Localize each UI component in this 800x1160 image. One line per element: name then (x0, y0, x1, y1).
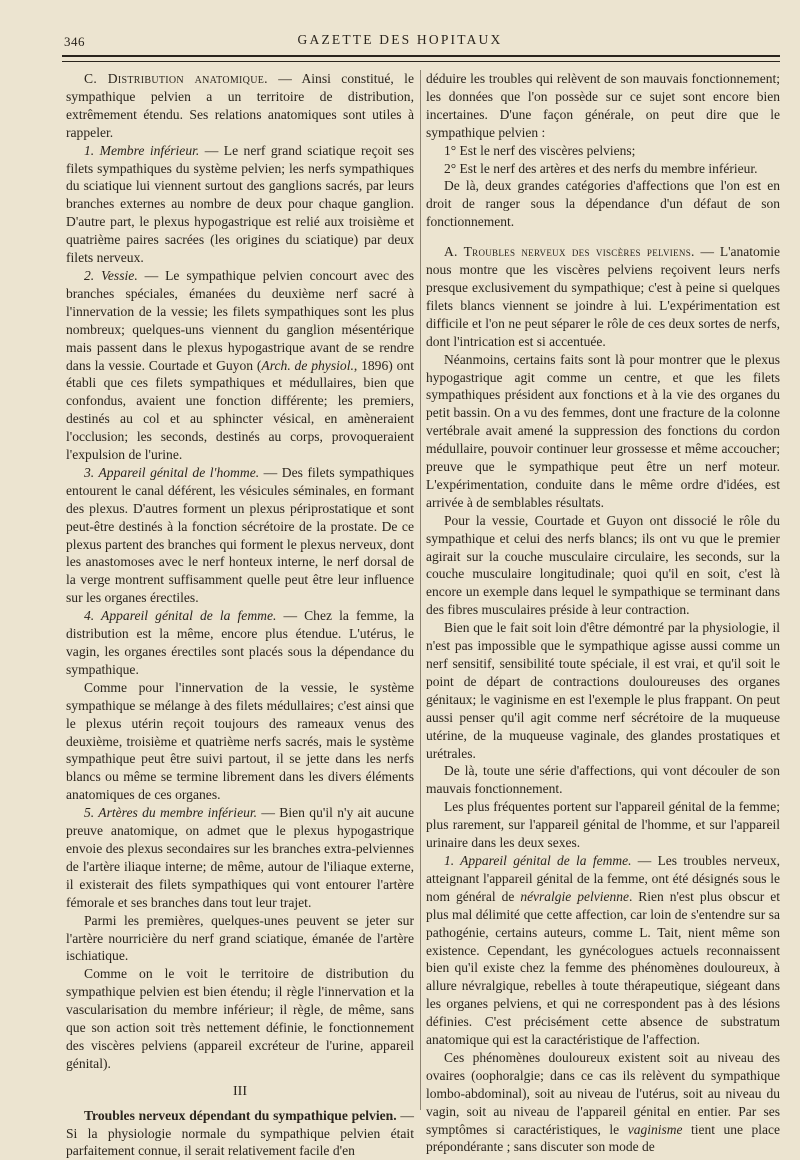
paragraph-text: Pour la vessie, Courtade et Guyon ont dissocié le rôle du sympathique et celui des nerfs blancs; ils ont vu que le premier agirait sur la couche musculaire circulaire, les seconds, sur la couche musculaire longitudinale; quoi qu'il en soit, c'est là encore un exemple dans lequel le sympathique se terminant dans des fibres musculaires préside à leur contraction. (426, 512, 780, 618)
section-numeral: III (233, 1083, 247, 1099)
paragraph-troubles (66, 1107, 414, 1160)
paragraph-femme (66, 607, 414, 679)
paragraph-text: — Des filets sympathiques entourent le canal déférent, les vésicules séminales, en formant des plexus. D'autres forment un plexus périprostatique et sont peut-être destinés à la fonction sécrétoire de la prostate. De ce plexus partent des branches qui forment le plexus nerveux, dont les anastomoses avec le nerf honteux interne, le nerf dorsal de la verge montrent suffisamment quelle peut être leur influence sur les organes érectiles. (66, 464, 414, 606)
paragraph-text: Néanmoins, certains faits sont là pour montrer que le plexus hypogastrique agit comme un centre, et que les filets sympathiques président aux fonctions et à la vie des organes du petit bassin. On a vu des femmes, dont une fracture de la colonne vertébrale avait amené la suppression des fonctions du cordon médullaire, pouvoir continuer leur grossesse et même accoucher; preuve que le sympathique peut être un nerf moteur. L'expérimentation, conduite dans le même ordre d'idées, est arrivée à de semblables résultats. (426, 351, 780, 510)
paragraph-text: De là, deux grandes catégories d'affections que l'on est en droit de ranger sous la dépendance d'un défaut de son fonctionnement. (426, 178, 780, 230)
item-label: 5. Artères du membre inférieur. (84, 805, 258, 821)
paragraph-genital-femme (426, 852, 780, 1049)
item-label: 1. Appareil génital de la femme. (444, 852, 632, 868)
section-heading: Troubles nerveux dépendant du sympathique pelvien. (84, 1107, 397, 1123)
paragraph-text: Parmi les premières, quelques-unes peuvent se jeter sur l'artère nourricière du nerf grand sciatique, émanée de l'artère ischiatique. (66, 912, 414, 964)
column-divider (420, 70, 421, 1110)
paragraph-text: — Le nerf grand sciatique reçoit ses filets sympathiques du système pelvien; les nerfs sympathiques du sciatique lui viennent surtout des ganglions sacrés, par leurs branches externes au nombre de deux pour chaque ganglion. D'autre part, le plexus hypogastrique est relié aux troisième et quatrième paires sacrées (les origines du sciatique) par deux filets nerveux. (66, 142, 414, 266)
header-rule-thin (62, 61, 780, 62)
paragraph-text: Comme pour l'innervation de la vessie, le système sympathique se mélange à des filets médullaires; c'est ainsi que le plexus utérin reçoit toujours des rameaux venus des deuxième, troisième et quatrième nerfs sacrés, mais le système sympathique peut être suivi partout, il se jette dans les nerfs blancs ou même se termine librement dans les divers éléments anatomiques de ces organes. (66, 679, 414, 803)
paragraph-text: — Ainsi constitué, le sympathique pelvien a un territoire de distribution, extrêmement étendu. Ses relations anatomiques sont utiles à rappeler. (66, 71, 414, 140)
paragraph-text: Les plus fréquentes portent sur l'appareil génital de la femme; plus rarement, sur l'appareil génital de l'homme, et sur l'appareil urinaire dans les deux sexes. (426, 799, 780, 851)
item-label: 3. Appareil génital de l'homme. (84, 464, 260, 480)
right-column (426, 70, 780, 1156)
paragraph-text: tient une place prépondérante ; sans discuter son mode de (426, 1121, 781, 1155)
paragraph-text: — Bien qu'il n'y ait aucune preuve anatomique, on admet que le plexus hypogastrique envoie des plexus secondaires sur les branches extra-pelviennes de l'artère iliaque interne; de même, autour de l'iliaque externe, il existerait des filets sympathiques qui vont entourer l'artère fémorale et ses branches dans tout leur trajet. (66, 805, 414, 910)
paragraph-viscera (426, 243, 780, 350)
term: névralgie pelvienne (520, 888, 629, 904)
paragraph-text: De là, toute une série d'affections, qui vont découler de son mauvais fonctionnement. (426, 763, 780, 797)
subheading: A. Troubles nerveux des viscères pelviens. (444, 244, 695, 260)
paragraph-douloureux (426, 1049, 780, 1156)
page-number: 346 (64, 34, 85, 49)
paragraph-text: déduire les troubles qui relèvent de son mauvais fonctionnement; les données que l'on possède sur ce sujet sont encore bien incertaines. D'une façon générale, on peut dire que le sympathique pelvien : (426, 71, 780, 140)
paragraph-text: Ces phénomènes douloureux existent soit au niveau des ovaires (oophoralgie; dans ce cas ils relèvent du sympathique lombo-abdominal), soit au niveau de l'utérus, soit au niveau du vagin, soit au niveau de l'appareil génital en entier. Par ses symptômes si caractéristiques, le (426, 1049, 780, 1137)
paragraph-membre (66, 142, 414, 267)
paragraph-distribution (66, 70, 414, 142)
paragraph-text: — Si la physiologie normale du sympathique pelvien était parfaitement connue, il serait relativement facile d'en (66, 1107, 414, 1159)
left-column (66, 70, 414, 1160)
paragraph-homme (66, 464, 414, 607)
item-label: 1. Membre inférieur. (84, 142, 200, 158)
running-head: GAZETTE DES HOPITAUX (297, 32, 503, 47)
paragraph-text: . Rien n'est plus obscur et plus mal délimité que cette affection, car loin de s'entendre sur sa pathogénie, certains auteurs, comme L. Tait, nient même son existence. Cependant, les gynécologues actuels reconnaissent bien qu'il existe chez la femme des phénomènes douloureux, à allure névralgique, rebelles à toute thérapeutique, siégeant dans les organes pelviens, et qui ne correspondent pas à des lésions définies. C'est précisément cette absence de substratum anatomique qui est la caractéristique de l'affection. (426, 888, 780, 1048)
item-label: 4. Appareil génital de la femme. (84, 608, 277, 624)
list-item: 1° Est le nerf des viscères pelviens; (444, 142, 636, 158)
list-item: 2° Est le nerf des artères et des nerfs du membre inférieur. (444, 160, 758, 176)
paragraph-text: , 1896) ont établi que ces filets sympathiques et médullaires, bien que confondus, avaient une fonction différente; les premiers, destinés au col et au sphincter vésical, en amèneraient l'occlusion; les seconds, destinés au corps, provoqueraient l'expulsion de l'urine. (66, 357, 414, 463)
term: vaginisme (627, 1121, 683, 1137)
paragraph-arteres (66, 804, 414, 911)
paragraph-text: Bien que le fait soit loin d'être démontré par la physiologie, il n'est pas impossible que le sympathique agisse aussi comme un nerf sensitif, sensibilité toute spéciale, il est vrai, et qu'il soit le point de départ de contractions douloureuses des organes génitaux; le vaginisme en est l'exemple le plus frappant. On peut aussi penser qu'il agit comme nerf sécrétoire de la muqueuse utérine, de la muqueuse vaginale, des glandes prostatiques et urétrales. (426, 620, 780, 761)
paragraph-text: — L'anatomie nous montre que les viscères pelviens reçoivent leurs nerfs presque exclusivement du sympathique; c'est à peine si quelques filets blancs viennent se joindre à lui. L'expérimentation est difficile et l'on ne peut séparer le rôle de ces deux sortes de nerfs, dont l'intrication est si accentuée. (426, 244, 780, 349)
paragraph-vessie (66, 267, 414, 464)
subheading: C. Distribution anatomique. (84, 71, 268, 86)
paragraph-text: — Le sympathique pelvien concourt avec des branches spéciales, émanées du deuxième nerf sacré à l'innervation de la vessie; les filets sympathiques sont les plus nombreux; quelques-uns viennent du ganglion mésentérique mais passent dans le plexus hypogastrique avant de se rendre dans la vessie. Courtade et Guyon ( (66, 267, 414, 373)
paragraph-text: Comme on le voit le territoire de distribution du sympathique pelvien est bien étendu; il règle l'innervation et la vascularisation du membre inférieur; il règle, de même, sans que son action soit très nettement définie, le fonctionnement des viscères pelviens (appareil excréteur de l'urine, appareil génital). (66, 966, 414, 1071)
reference: Arch. de physiol. (261, 357, 354, 373)
item-label: 2. Vessie. (84, 267, 138, 283)
paragraph-text: — Les troubles nerveux, atteignant l'appareil génital de la femme, ont été désignés sous le nom général de (426, 852, 781, 904)
header-rule-thick (62, 55, 780, 57)
paragraph-text: — Chez la femme, la distribution est la même, encore plus étendue. L'utérus, le vagin, les organes érectiles sont placés sous la dépendance du sympathique. (66, 608, 415, 677)
